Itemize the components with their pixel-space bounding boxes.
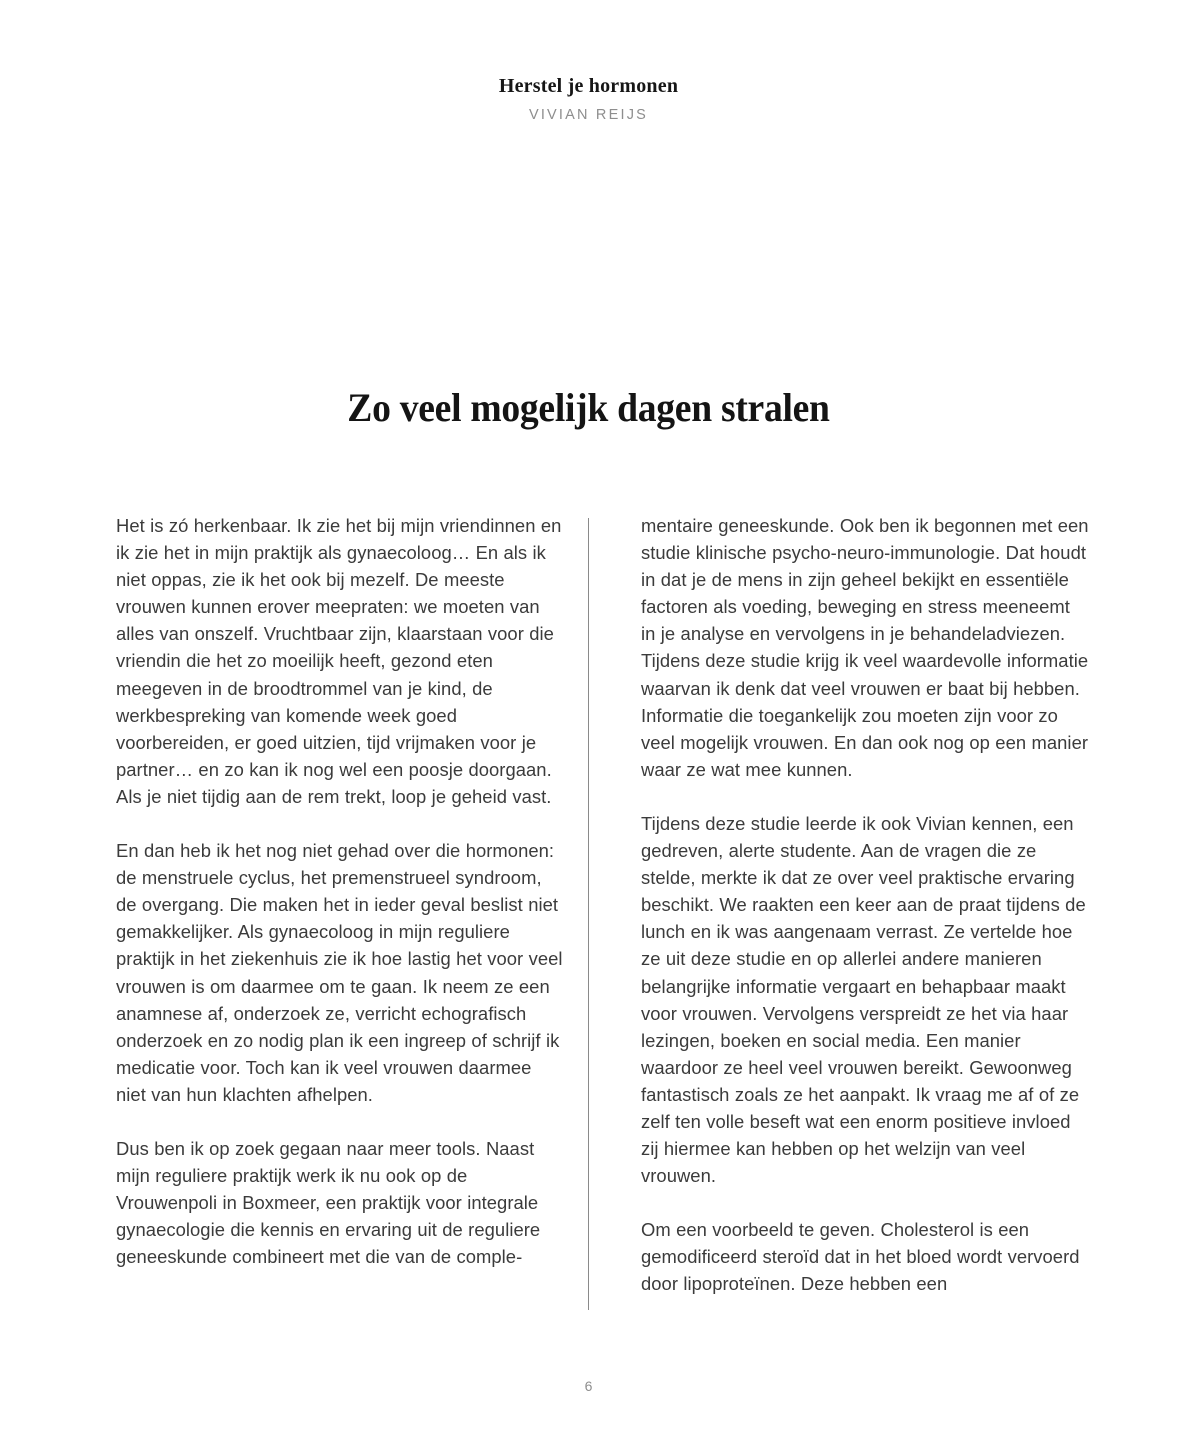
paragraph: Het is zó herkenbaar. Ik zie het bij mijn vriendinnen en ik zie het in mijn praktijk als gynaecoloog… En als ik niet oppas, zie ik het ook bij mezelf. De meeste vrouwen kunnen erover meepraten: we moeten van alles van onszelf. Vruchtbaar zijn, klaarstaan voor die vriendin die het zo moeilijk heeft, gezond eten meegeven in de broodtrommel van je kind, de werkbespreking van komende week goed voorbereiden, er goed uitzien, tijd vrijmaken voor je partner… en zo kan ik nog wel een poosje doorgaan. Als je niet tijdig aan de rem trekt, loop je geheid vast. (116, 515, 562, 807)
paragraph: Om een voorbeeld te geven. Cholesterol is een gemodificeerd steroïd dat in het bloed wordt vervoerd door lipoproteïnen. Deze hebben een (641, 1219, 1080, 1295)
running-header (0, 74, 1177, 124)
page-title: Zo veel mogelijk dagen stralen (347, 384, 830, 430)
page-number: 6 (584, 1378, 593, 1394)
column-right (641, 512, 1089, 1298)
column-divider-rule (588, 518, 589, 1310)
body-columns (116, 512, 1089, 1310)
paragraph: Tijdens deze studie leerde ik ook Vivian kennen, een gedreven, alerte studente. Aan de vragen die ze stelde, merkte ik dat ze over veel praktische ervaring beschikt. We raakten een keer aan de praat tijdens de lunch en ik was aangenaam verrast. Ze vertelde hoe ze uit deze studie en op allerlei andere manieren belangrijke informatie vergaart en behapbaar maakt voor vrouwen. Vervolgens verspreidt ze het via haar lezingen, boeken en social media. Een manier waardoor ze heel veel vrouwen bereikt. Gewoonweg fantastisch zoals ze het aanpakt. Ik vraag me af of ze zelf ten volle beseft wat een enorm positieve invloed zij hiermee kan hebben op het welzijn van veel vrouwen. (641, 812, 1086, 1187)
running-header-book-title: Herstel je hormonen (498, 75, 679, 97)
paragraph: Dus ben ik op zoek gegaan naar meer tools. Naast mijn reguliere praktijk werk ik nu ook op de Vrouwenpoli in Boxmeer, een praktijk voor integrale gynaecologie die kennis en ervaring uit de reguliere geneeskunde combineert met die van de comple- (116, 1137, 541, 1268)
column-left (116, 512, 564, 1270)
running-header-author: VIVIAN REIJS (528, 107, 649, 123)
paragraph: mentaire geneeskunde. Ook ben ik begonnen met een studie klinische psycho-neuro-immunologie. Dat houdt in dat je de mens in zijn geheel bekijkt en essentiële factoren als voeding, beweging en stress meeneemt in je analyse en vervolgens in je behandeladviezen. Tijdens deze studie krijg ik veel waardevolle informatie waarvan ik denk dat veel vrouwen er baat bij hebben. Informatie die toegankelijk zou moeten zijn voor zo veel mogelijk vrouwen. En dan ook nog op een manier waar ze wat mee kunnen. (641, 515, 1089, 780)
paragraph: En dan heb ik het nog niet gehad over die hormonen: de menstruele cyclus, het premenstrueel syndroom, de overgang. Die maken het in ieder geval beslist niet gemakkelijker. Als gynaecoloog in mijn reguliere praktijk in het ziekenhuis zie ik hoe lastig het voor veel vrouwen is om daarmee om te gaan. Ik neem ze een anamnese af, onderzoek ze, verricht echografisch onderzoek en zo nodig plan ik een ingreep of schrijf ik medicatie voor. Toch kan ik veel vrouwen daarmee niet van hun klachten afhelpen. (116, 840, 563, 1105)
